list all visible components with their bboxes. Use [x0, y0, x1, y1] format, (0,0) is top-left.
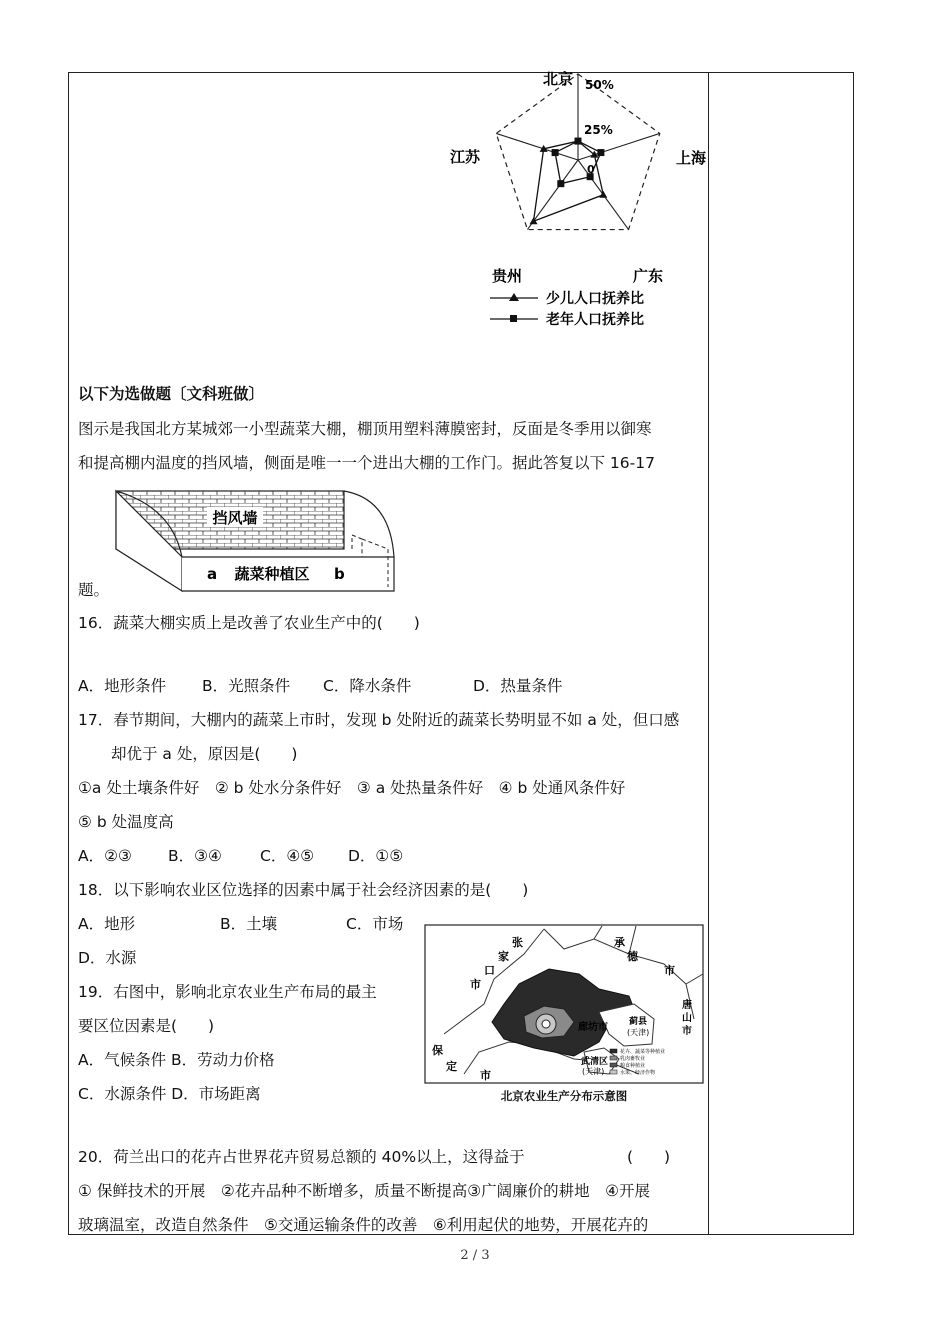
point-elderly-1	[597, 149, 604, 156]
label-shanghai: 上海	[676, 149, 707, 167]
label-guangdong: 广东	[633, 267, 664, 285]
q17-stem-2: 却优于 a 处，原因是( )	[111, 745, 298, 763]
q17-option-a: A．②③	[78, 847, 132, 865]
q17-option-d: D．①⑤	[348, 847, 404, 865]
greenhouse-diagram	[112, 487, 397, 597]
q19-stem-1: 19．右图中，影响北京农业生产布局的最主	[78, 983, 377, 1001]
map-shi-4: 市	[480, 1069, 491, 1082]
intro-line-1: 图示是我国北方某城郊一小型蔬菜大棚，棚顶用塑料薄膜密封，反面是冬季用以御寒	[78, 420, 652, 438]
tick-25: 25%	[584, 123, 613, 137]
map-bao: 保	[432, 1044, 443, 1057]
q17-items-1: ①a 处土壤条件好 ② b 处水分条件好 ③ a 处热量条件好 ④ b 处通风条件好	[78, 779, 626, 797]
q16-option-b: B．光照条件	[202, 677, 291, 695]
q17-stem-1: 17．春节期间，大棚内的蔬菜上市时，发现 b 处附近的蔬菜长势明显不如 a 处，但口感	[78, 711, 680, 729]
beijing-map-caption: 北京农业生产分布示意图	[500, 1089, 628, 1103]
page-number: 2 / 3	[460, 1248, 490, 1263]
greenhouse-point-a: a	[207, 565, 218, 583]
legend-child	[490, 290, 644, 307]
map-zhang: 张	[512, 936, 523, 949]
dependency-ratio-radar-chart	[440, 70, 712, 330]
legend-child-label: 少儿人口抚养比	[546, 291, 644, 307]
greenhouse-area-label: 蔬菜种植区	[234, 565, 310, 583]
greenhouse-wall-label: 挡风墙	[212, 509, 258, 527]
radar-grid	[496, 74, 660, 230]
q19-options-cd: C．水源条件 D．市场距离	[78, 1085, 261, 1103]
point-elderly-4	[552, 149, 559, 156]
map-shi-1: 市	[470, 978, 481, 991]
greenhouse-point-b: b	[334, 565, 345, 583]
q20-line-3: 玻璃温室，改造自然条件 ⑤交通运输条件的改善 ⑥利用起伏的地势，开展花卉的	[78, 1216, 649, 1234]
legend-elderly-label: 老年人口抚养比	[546, 312, 644, 328]
map-tang: 唐	[682, 1000, 692, 1011]
q16-option-a: A．地形条件	[78, 677, 167, 695]
map-cheng: 承	[614, 936, 625, 949]
legend-elderly	[490, 311, 644, 328]
map-legend-1: 花卉、蔬菜等种植业	[620, 1049, 666, 1055]
q16-stem: 16．蔬菜大棚实质上是改善了农业生产中的( )	[78, 614, 420, 632]
map-kou: 口	[484, 964, 495, 977]
tick-50: 50%	[585, 78, 614, 92]
q18-option-d: D．水源	[78, 949, 137, 967]
q20-paren: ( )	[627, 1148, 671, 1166]
tick-0: 0	[587, 163, 595, 176]
intro-line-2: 和提高棚内温度的挡风墙，侧面是唯一一个进出大棚的工作门。据此答复以下 16-17	[78, 454, 655, 472]
q19-stem-2: 要区位因素是( )	[78, 1017, 215, 1035]
map-jixian: 蓟县	[629, 1017, 648, 1027]
map-wuqing: 武清区	[581, 1057, 609, 1067]
map-legend-2: 乳肉畜牧业	[620, 1056, 646, 1062]
q20-stem: 20．荷兰出口的花卉占世界花卉贸易总额的 40%以上，这得益于	[78, 1148, 525, 1166]
map-tianjin-1: (天津)	[627, 1028, 650, 1037]
radar-axis-3	[527, 160, 578, 230]
point-elderly-0	[575, 138, 582, 145]
intro-line-3: 题。	[78, 581, 110, 599]
label-guizhou: 贵州	[492, 267, 523, 285]
map-shan: 山	[682, 1013, 692, 1024]
q17-option-b: B．③④	[168, 847, 222, 865]
label-jiangsu: 江苏	[450, 148, 481, 166]
map-jia: 家	[498, 950, 509, 963]
q17-option-c: C．④⑤	[260, 847, 315, 865]
point-elderly-3	[557, 180, 564, 187]
section-title: 以下为选做题〔文科班做〕	[78, 385, 265, 403]
q20-line-2: ① 保鲜技术的开展 ②花卉品种不断增多，质量不断提高③广阔廉价的耕地 ④开展	[78, 1182, 651, 1200]
map-ding: 定	[446, 1060, 457, 1073]
label-beijing: 北京	[542, 70, 574, 88]
map-langfang: 廊坊市	[578, 1022, 608, 1033]
q18-stem: 18．以下影响农业区位选择的因素中属于社会经济因素的是( )	[78, 881, 529, 899]
q16-option-d: D．热量条件	[473, 677, 563, 695]
map-legend-3: 粮食种植业	[620, 1063, 646, 1069]
q18-option-a: A．地形	[78, 915, 136, 933]
q16-option-c: C．降水条件	[323, 677, 412, 695]
map-shi-3: 市	[682, 1026, 692, 1037]
map-legend-4: 水果、经济作物	[620, 1070, 656, 1076]
q19-options-ab: A．气候条件 B．劳动力价格	[78, 1051, 275, 1069]
beijing-agriculture-map	[424, 924, 704, 1084]
q17-items-2: ⑤ b 处温度高	[78, 813, 174, 831]
map-tianjin-2: (天津)	[582, 1067, 605, 1076]
q18-option-b: B．土壤	[220, 915, 278, 933]
map-shi-2: 市	[664, 964, 675, 977]
q18-option-c: C．市场	[346, 915, 404, 933]
map-de: 德	[627, 950, 638, 963]
